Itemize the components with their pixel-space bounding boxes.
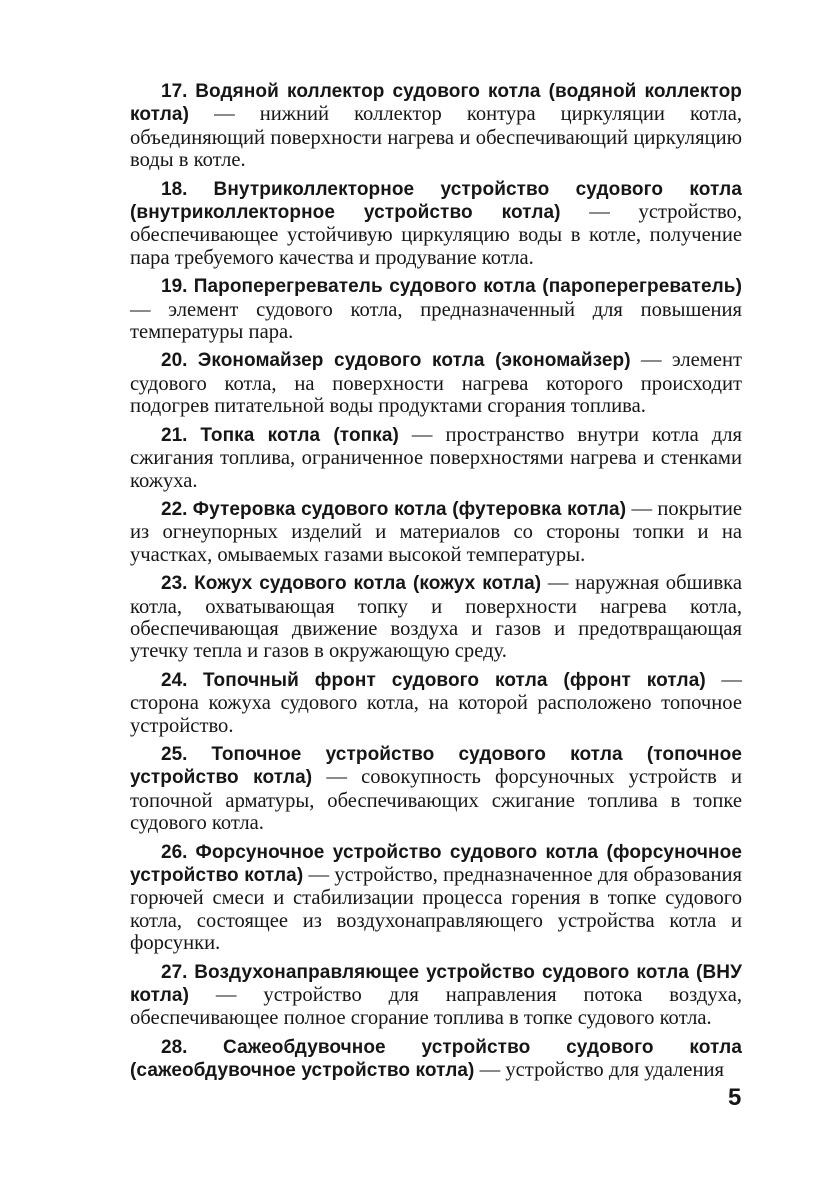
entry-definition: — пространство внутри котла для сжигания топлива, ограниченное поверхностями нагрева и стенками кожуха. <box>130 423 742 492</box>
entry-definition: — элемент судового котла, на поверхности нагрева которого происходит подогрев питательной воды продуктами сгорания топлива. <box>130 349 743 418</box>
entry-term: Кожух судового котла (кожух котла) <box>194 573 542 595</box>
entry-definition: — элемент судового котла, предназначенный для повышения температуры пара. <box>130 298 742 344</box>
entry-term: Воздухонаправляющее устройство судового котла (ВНУ котла) <box>130 961 742 1007</box>
entry-number: 22. <box>161 498 188 520</box>
entry-term: Футеровка судового котла (футеровка котла) <box>192 498 627 520</box>
entry-28 <box>130 1036 742 1083</box>
entry-number: 24. <box>161 669 188 691</box>
entry-18 <box>130 178 742 270</box>
page-number: 5 <box>728 1084 742 1111</box>
entry-definition: — устройство для направления потока воздуха, обеспечивающее полное сгорание топлива в топке судового котла. <box>130 984 742 1030</box>
entry-number: 19. <box>161 276 188 298</box>
entry-27 <box>130 961 742 1030</box>
entry-term: Форсуночное устройство судового котла (форсуночное устройство котла) <box>130 841 742 886</box>
entry-term: Внутриколлекторное устройство судового котла (внутриколлекторное устройство котла) <box>130 178 742 224</box>
entry-term: Водяной коллектор судового котла (водяной коллектор котла) <box>130 81 742 126</box>
entry-definition: — наружная обшивка котла, охватывающая топку и поверхности нагрева котла, обеспечивающая движение воздуха и газов и предотвращающая утечку тепла и газов в окружающую среду. <box>130 572 742 663</box>
entry-25 <box>130 743 742 835</box>
entry-22 <box>130 498 742 566</box>
entry-number: 26. <box>161 841 188 863</box>
entry-number: 28. <box>161 1036 188 1058</box>
document-body <box>130 80 742 1089</box>
entry-26 <box>130 841 742 955</box>
entry-number: 17. <box>161 81 188 102</box>
entry-definition: — устройство, обеспечивающее устойчивую циркуляцию воды в котле, получение пара требуемого качества и продувание котла. <box>130 201 742 269</box>
entry-23 <box>130 572 742 663</box>
entry-21 <box>130 424 742 492</box>
entry-number: 27. <box>161 961 188 983</box>
entry-number: 25. <box>161 743 188 765</box>
entry-definition: — сторона кожуха судового котла, на которой расположено топочное устройство. <box>130 668 743 737</box>
entry-term: Пароперегреватель судового котла (пароперегреватель) <box>193 276 743 298</box>
entry-number: 21. <box>161 424 188 446</box>
entry-20 <box>130 349 742 417</box>
entry-number: 20. <box>161 350 188 372</box>
entry-number: 23. <box>161 573 188 595</box>
entry-term: Сажеобдувочное устройство судового котла (сажеобдувочное устройство котла) <box>130 1036 742 1082</box>
entry-term: Топочный фронт судового котла (фронт котла) <box>203 669 706 691</box>
entry-definition: — покрытие из огнеупорных изделий и материалов со стороны топки и на участках, омываемых газами высокой температуры. <box>130 497 743 566</box>
entry-definition: — устройство, предназначенное для образования горючей смеси и стабилизации процесса горения в топке судового котла, состоящее из воздухонаправляющего устройства котла и форсунки. <box>130 864 742 955</box>
entry-24 <box>130 669 742 737</box>
entry-19 <box>130 275 742 343</box>
entry-term: Экономайзер судового котла (экономайзер) <box>197 350 631 372</box>
entry-definition: — устройство для удаления <box>474 1059 724 1082</box>
entry-definition: — нижний коллектор контура циркуляции котла, объединяющий поверхности нагрева и обеспечивающий циркуляцию воды в котле. <box>130 103 742 172</box>
entry-17 <box>130 80 742 172</box>
entry-term: Топка котла (топка) <box>200 424 399 446</box>
entry-definition: — совокупность форсуночных устройств и топочной арматуры, обеспечивающих сжигание топлива в топке судового котла. <box>130 766 743 835</box>
entry-term: Топочное устройство судового котла (топочное устройство котла) <box>130 743 742 789</box>
entry-number: 18. <box>161 178 188 200</box>
